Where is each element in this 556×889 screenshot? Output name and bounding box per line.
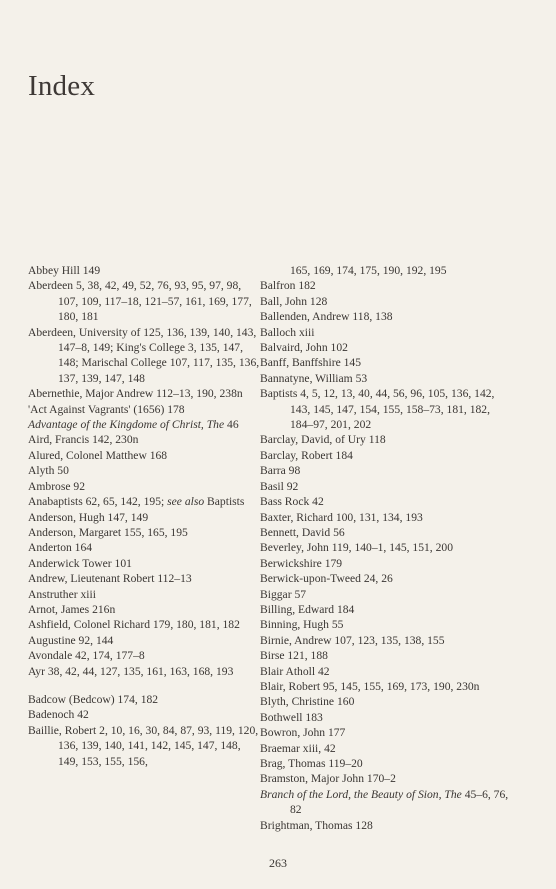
- index-entry: Bothwell 183: [260, 710, 323, 724]
- index-entry: Abbey Hill 149: [28, 264, 101, 277]
- index-entry: Blyth, Christine 160: [260, 695, 355, 709]
- index-entry: Abernethie, Major Andrew 112–13, 190, 238n: [28, 387, 243, 401]
- index-entry: Baillie, Robert 2, 10, 16, 30, 84, 87, 93, 119, 120, 136, 139, 140, 141, 142, 145, 147, 148, 149, 153, 155, 156,: [28, 723, 259, 768]
- index-entry: Alured, Colonel Matthew 168: [28, 448, 168, 462]
- index-entry: 165, 169, 174, 175, 190, 192, 195: [290, 264, 447, 277]
- page-number: 263: [269, 856, 287, 870]
- index-entry: Beverley, John 119, 140–1, 145, 151, 200: [260, 541, 453, 555]
- index-entry: Advantage of the Kingdome of Christ, The 46: [28, 418, 239, 432]
- index-entry: Barclay, Robert 184: [260, 448, 353, 462]
- index-entry: Avondale 42, 174, 177–8: [28, 649, 145, 663]
- index-entry: Badcow (Bedcow) 174, 182: [28, 692, 159, 706]
- index-entry: Ball, John 128: [260, 294, 328, 308]
- index-entry: Ambrose 92: [28, 479, 85, 493]
- index-entry: Branch of the Lord, the Beauty of Sion, The 45–6, 76, 82: [260, 787, 509, 817]
- index-entry: Anstruther xiii: [28, 587, 96, 601]
- index-entry: Binning, Hugh 55: [260, 618, 344, 632]
- index-entry: Arnot, James 216n: [28, 602, 116, 616]
- index-entry: Badenoch 42: [28, 708, 89, 722]
- index-entry: Berwickshire 179: [260, 556, 343, 570]
- index-entry: Anderwick Tower 101: [28, 556, 132, 570]
- index-entry: Balfron 182: [260, 279, 316, 293]
- index-entry: Birnie, Andrew 107, 123, 135, 138, 155: [260, 633, 445, 647]
- index-entry: Balvaird, John 102: [260, 341, 348, 355]
- index-entry: Anderson, Hugh 147, 149: [28, 510, 149, 524]
- index-entry: 'Act Against Vagrants' (1656) 178: [28, 402, 185, 416]
- index-entry: Banff, Banffshire 145: [260, 356, 361, 370]
- index-entry: Brag, Thomas 119–20: [260, 757, 363, 770]
- index-entry: Blair, Robert 95, 145, 155, 169, 173, 190, 230n: [260, 679, 480, 693]
- index-entry: Billing, Edward 184: [260, 602, 355, 616]
- index-entry: Anderson, Margaret 155, 165, 195: [28, 525, 188, 539]
- index-entry: Ballenden, Andrew 118, 138: [260, 310, 393, 324]
- index-entry: Anderton 164: [28, 541, 93, 555]
- index-entry: Ayr 38, 42, 44, 127, 135, 161, 163, 168, 193: [28, 664, 234, 678]
- index-entry: Andrew, Lieutenant Robert 112–13: [28, 572, 192, 586]
- index-entry: Aberdeen 5, 38, 42, 49, 52, 76, 93, 95, 97, 98, 107, 109, 117–18, 121–57, 161, 169, 177, 180, 181: [28, 279, 252, 324]
- index-entry: Bennett, David 56: [260, 525, 345, 539]
- index-entry: Balloch xiii: [260, 325, 315, 339]
- index-column-left: [28, 263, 260, 769]
- index-entry: Bramston, Major John 170–2: [260, 772, 396, 786]
- page-title: Index: [28, 70, 96, 102]
- index-entry: Alyth 50: [28, 464, 69, 478]
- index-entry: Biggar 57: [260, 587, 307, 601]
- index-entry: Baxter, Richard 100, 131, 134, 193: [260, 510, 423, 524]
- index-entry: Birse 121, 188: [260, 649, 328, 663]
- index-entry: Bowron, John 177: [260, 726, 346, 740]
- index-entry: Blair Atholl 42: [260, 664, 330, 678]
- index-entry: Braemar xiii, 42: [260, 741, 336, 755]
- index-entry: Bass Rock 42: [260, 495, 324, 509]
- index-entry: Aird, Francis 142, 230n: [28, 433, 139, 447]
- index-entry: Basil 92: [260, 479, 299, 493]
- index-entry: Bannatyne, William 53: [260, 371, 368, 385]
- index-entry: Ashfield, Colonel Richard 179, 180, 181, 182: [28, 618, 240, 632]
- index-column-right: [260, 263, 510, 833]
- index-entry: Brightman, Thomas 128: [260, 818, 373, 832]
- index-entry: Barclay, David, of Ury 118: [260, 433, 386, 447]
- index-entry: Aberdeen, University of 125, 136, 139, 140, 143, 147–8, 149; King's College 3, 135, 147, 148; Marischal College 107, 117, 135, 136, 137, 139, 147, 148: [28, 325, 260, 385]
- index-entry: Barra 98: [260, 464, 301, 478]
- index-entry: Baptists 4, 5, 12, 13, 40, 44, 56, 96, 105, 136, 142, 143, 145, 147, 154, 155, 158–73, 181, 182, 184–97, 201, 202: [260, 387, 495, 432]
- index-entry: Augustine 92, 144: [28, 633, 114, 647]
- index-entry: Anabaptists 62, 65, 142, 195; see also Baptists: [28, 495, 245, 509]
- index-entry: Berwick-upon-Tweed 24, 26: [260, 572, 393, 586]
